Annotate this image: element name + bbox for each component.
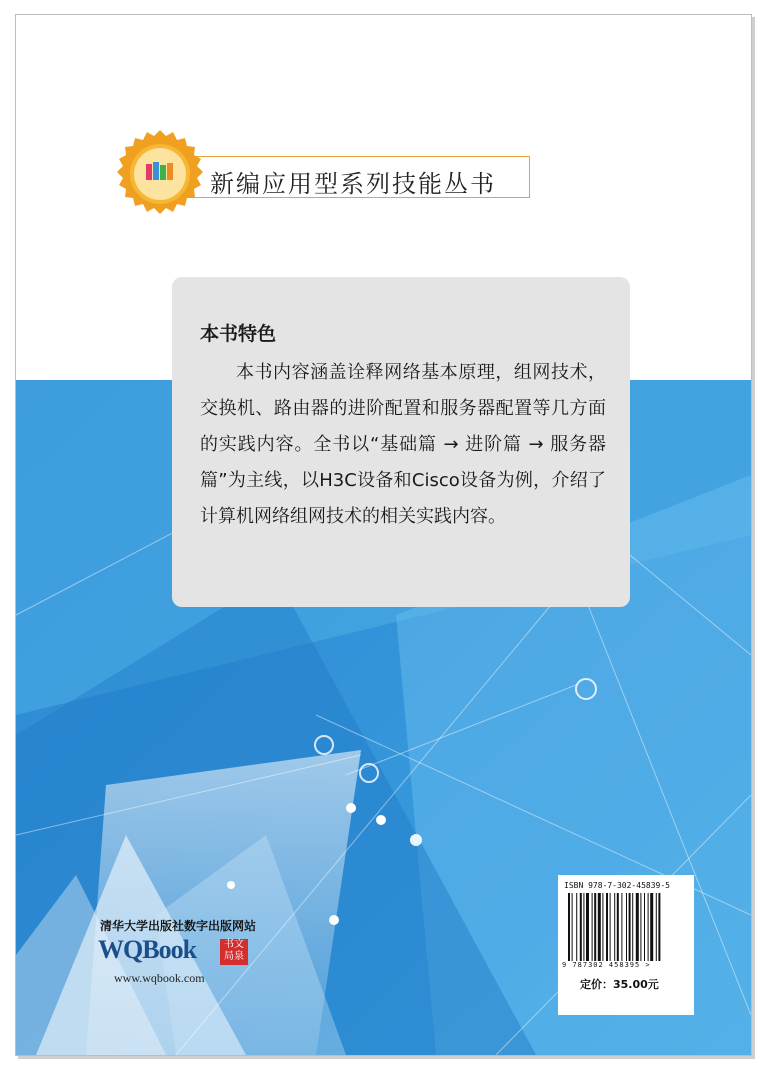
isbn-label: ISBN 978-7-302-45839-5: [564, 881, 670, 890]
barcode-bar: [576, 893, 577, 961]
barcode-bar: [656, 893, 657, 961]
publisher-url: www.wqbook.com: [114, 971, 205, 985]
series-seal-icon: [114, 128, 206, 220]
barcode-bar: [650, 893, 653, 961]
barcode-bar: [629, 893, 631, 961]
barcode-panel: [558, 875, 694, 1015]
barcode-bar: [614, 893, 615, 961]
barcode-bar: [640, 893, 641, 961]
barcode-bar: [580, 893, 582, 961]
barcode-bar: [626, 893, 627, 961]
barcode-bar: [586, 893, 589, 961]
series-banner: [114, 128, 534, 218]
barcode-bar: [594, 893, 596, 961]
barcode-bar: [598, 893, 601, 961]
barcode-bar: [610, 893, 611, 961]
features-heading: 本书特色: [200, 323, 277, 345]
barcode-bar: [572, 893, 573, 961]
barcode-bar: [568, 893, 570, 961]
series-title: 新编应用型系列技能丛书: [210, 170, 496, 198]
barcode-bar: [632, 893, 633, 961]
barcode-bar: [606, 893, 608, 961]
barcode-bar: [648, 893, 649, 961]
barcode-bar: [644, 893, 645, 961]
features-panel: [172, 277, 630, 607]
isbn-digits: 9 787302 458395 >: [562, 961, 651, 969]
book-back-cover: [15, 14, 752, 1056]
wqbook-logo-text: WQBook: [98, 935, 197, 964]
barcode-icon: [568, 893, 684, 961]
price-label: 定价：35.00元: [580, 978, 659, 991]
barcode-bar: [658, 893, 660, 961]
barcode-bar: [602, 893, 603, 961]
barcode-bar: [583, 893, 584, 961]
barcode-bar: [636, 893, 639, 961]
features-body: 本书内容涵盖诠释网络基本原理，组网技术，交换机、路由器的进阶配置和服务器配置等几方面的实践内容。全书以“基础篇 → 进阶篇 → 服务器篇”为主线，以H3C设备和Cisco设备为例，介绍了计算机网络组网技术的相关实践内容。: [200, 362, 606, 527]
barcode-bar: [621, 893, 622, 961]
publisher-name: 清华大学出版社数字出版网站: [100, 919, 257, 933]
publisher-stamp-icon: 书文 局泉: [220, 939, 248, 965]
publisher-logo: [98, 935, 278, 967]
barcode-bar: [617, 893, 619, 961]
barcode-bar: [592, 893, 593, 961]
